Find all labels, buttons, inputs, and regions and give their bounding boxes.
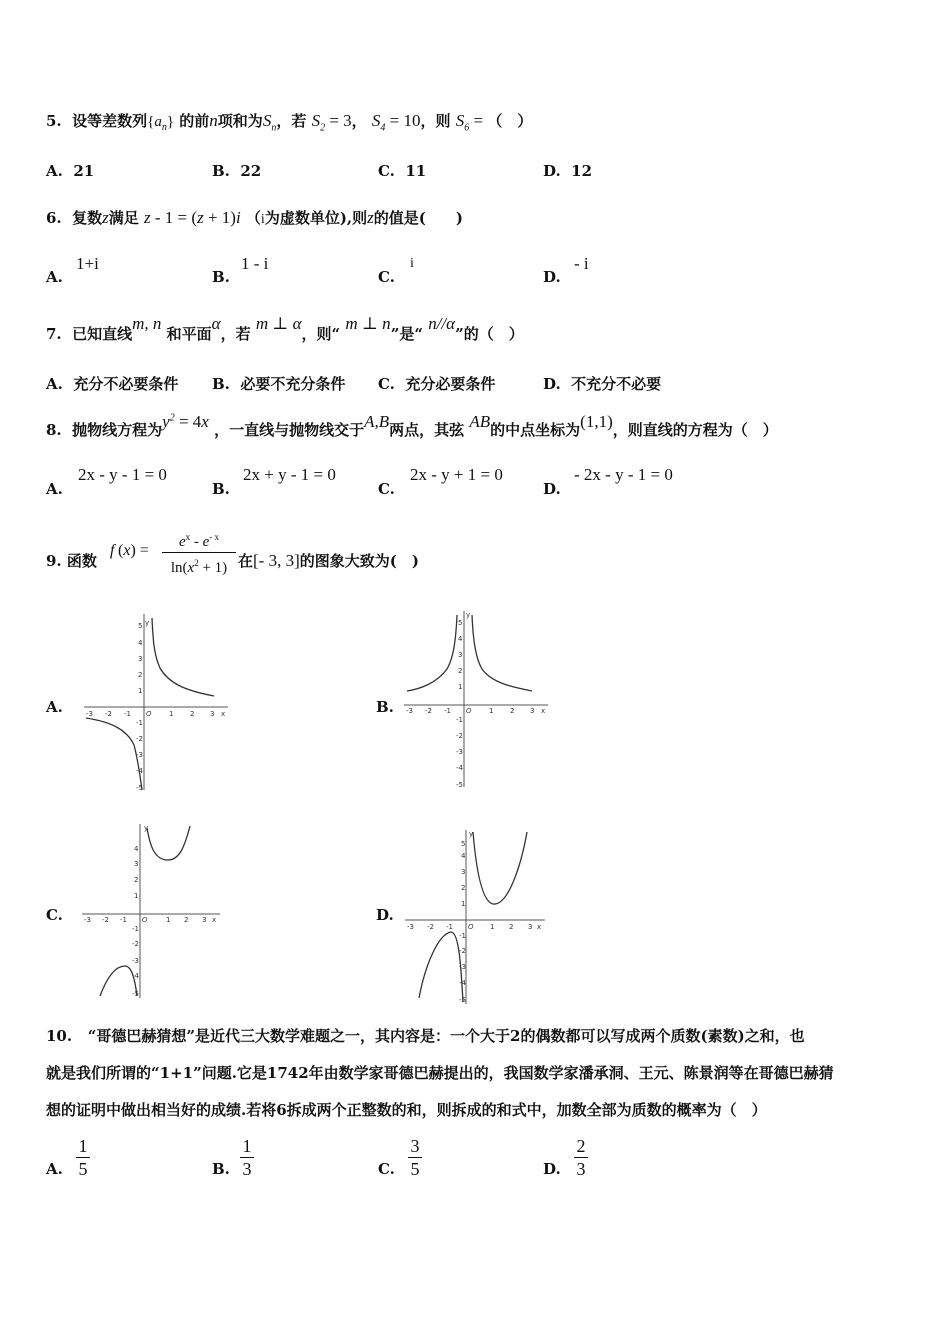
option-c-label[interactable]: C.	[378, 268, 395, 286]
svg-text:-1: -1	[459, 932, 466, 940]
option-a-label[interactable]: A.	[46, 480, 63, 498]
svg-text:-5: -5	[132, 990, 139, 998]
svg-text:-4: -4	[136, 767, 143, 775]
svg-text:-5: -5	[459, 996, 466, 1004]
svg-text:2: 2	[134, 876, 139, 884]
question-9-tail: 在[- 3, 3]的图象大致为( )	[238, 551, 419, 570]
svg-text:4: 4	[138, 639, 143, 647]
svg-text:y: y	[144, 824, 149, 832]
svg-text:1: 1	[489, 707, 494, 715]
option-d[interactable]: D. 12	[543, 162, 593, 180]
svg-text:x: x	[537, 923, 542, 931]
option-c-fraction[interactable]: 3 5	[408, 1136, 422, 1179]
svg-text:x: x	[212, 916, 217, 924]
option-c[interactable]: C. 11	[378, 162, 427, 180]
option-d-fraction[interactable]: 2 3	[574, 1136, 588, 1179]
svg-text:O: O	[142, 916, 148, 924]
svg-text:-1: -1	[446, 923, 453, 931]
svg-text:-4: -4	[459, 979, 466, 987]
option-a[interactable]: A. 充分不必要条件	[46, 375, 179, 393]
question-number: 5.	[46, 112, 62, 130]
svg-text:3: 3	[134, 860, 139, 868]
svg-text:1: 1	[461, 900, 466, 908]
graph-b[interactable]	[402, 607, 552, 792]
question-10-line3: 想的证明中做出相当好的成绩.若将6拆成两个正整数的和，则拆成的和式中，加数全部为质数的概率为（ ）	[46, 1101, 767, 1119]
svg-text:2: 2	[461, 884, 466, 892]
option-b-label[interactable]: B.	[212, 1160, 230, 1178]
svg-text:-2: -2	[105, 710, 112, 718]
svg-text:3: 3	[461, 868, 466, 876]
svg-text:-3: -3	[406, 707, 413, 715]
option-a-label[interactable]: A.	[46, 268, 63, 286]
option-b[interactable]: B. 22	[212, 162, 262, 180]
question-5-stem: 5. 设等差数列$\{a_n\}$ 的前n项和为$S_n$，若 $S_2 = 3$， $S_4 = 10$，则 $S_6$ = （ ）	[46, 111, 533, 134]
svg-text:3: 3	[530, 707, 535, 715]
option-c-value[interactable]: 2x - y + 1 = 0	[410, 465, 503, 484]
svg-text:-3: -3	[136, 751, 143, 759]
graph-b-label[interactable]: B.	[376, 698, 394, 716]
svg-text:1: 1	[490, 923, 495, 931]
svg-text:2: 2	[138, 671, 143, 679]
svg-text:y: y	[145, 619, 150, 627]
svg-text:4: 4	[134, 845, 139, 853]
svg-text:1: 1	[458, 683, 463, 691]
svg-text:3: 3	[458, 651, 463, 659]
svg-text:-2: -2	[425, 707, 432, 715]
option-a-fraction[interactable]: 1 5	[76, 1136, 90, 1179]
svg-text:-3: -3	[407, 923, 414, 931]
svg-text:-5: -5	[136, 784, 143, 792]
question-9-stem: 9. 函数	[46, 552, 97, 570]
svg-text:x: x	[221, 710, 226, 718]
svg-text:2: 2	[190, 710, 195, 718]
svg-text:3: 3	[202, 916, 207, 924]
option-b[interactable]: B. 必要不充分条件	[212, 375, 346, 393]
svg-text:-1: -1	[132, 925, 139, 933]
svg-text:2: 2	[458, 667, 463, 675]
svg-text:3: 3	[138, 655, 143, 663]
option-c-label[interactable]: C.	[378, 480, 395, 498]
option-d-label[interactable]: D.	[543, 268, 561, 286]
svg-text:1: 1	[169, 710, 174, 718]
option-c-value[interactable]: i	[410, 256, 414, 271]
option-b-value[interactable]: 1 - i	[241, 254, 269, 273]
svg-text:2: 2	[184, 916, 189, 924]
svg-text:-2: -2	[132, 940, 139, 948]
svg-text:5: 5	[461, 840, 466, 848]
graph-c[interactable]	[80, 820, 230, 1005]
option-d-label[interactable]: D.	[543, 480, 561, 498]
option-a-label[interactable]: A.	[46, 1160, 63, 1178]
svg-text:-2: -2	[136, 735, 143, 743]
graph-d-label[interactable]: D.	[376, 906, 394, 924]
graph-a[interactable]	[82, 610, 232, 795]
question-10-line1: 10. “哥德巴赫猜想”是近代三大数学难题之一，其内容是：一个大于2的偶数都可以写成两个质数(素数)之和，也	[46, 1027, 805, 1045]
option-d-value[interactable]: - i	[574, 254, 589, 273]
svg-text:-2: -2	[427, 923, 434, 931]
option-a-value[interactable]: 1+i	[76, 254, 99, 273]
graph-a-label[interactable]: A.	[46, 698, 63, 716]
option-d-label[interactable]: D.	[543, 1160, 561, 1178]
svg-text:5: 5	[458, 619, 463, 627]
question-10-line2: 就是我们所谓的“1+1”问题.它是1742年由数学家哥德巴赫提出的，我国数学家潘承洞、王元、陈景润等在哥德巴赫猜	[46, 1064, 834, 1082]
svg-text:5: 5	[138, 622, 143, 630]
svg-text:y: y	[469, 830, 474, 838]
graph-d[interactable]	[403, 826, 553, 1011]
svg-text:3: 3	[210, 710, 215, 718]
svg-text:4: 4	[458, 635, 463, 643]
question-7-stem: 7. 已知直线m, n 和平面α，若 m ⊥ α，则“ m ⊥ n”是“ n//α”的（ ）	[46, 314, 524, 343]
svg-text:-1: -1	[444, 707, 451, 715]
svg-text:-5: -5	[456, 781, 463, 789]
question-6-stem: 6. 复数z满足 z - 1 = (z + 1)i （i为虚数单位),则z的值是( )	[46, 208, 463, 227]
svg-text:-3: -3	[459, 963, 466, 971]
svg-text:x: x	[541, 707, 546, 715]
svg-text:1: 1	[138, 687, 143, 695]
svg-text:-4: -4	[132, 972, 139, 980]
option-a[interactable]: A. 21	[46, 162, 95, 180]
option-b-label[interactable]: B.	[212, 480, 230, 498]
option-a-value[interactable]: 2x - y - 1 = 0	[78, 465, 167, 484]
svg-text:-1: -1	[124, 710, 131, 718]
option-c-label[interactable]: C.	[378, 1160, 395, 1178]
svg-text:O: O	[466, 707, 472, 715]
svg-text:y: y	[466, 611, 471, 619]
question-8-stem: 8. 抛物线方程为$y^2 = 4x$ ，一直线与抛物线交于A,B两点，其弦 AB的中点坐标为(1,1)，则直线的方程为（ ）	[46, 412, 778, 439]
svg-text:-2: -2	[459, 947, 466, 955]
option-b-value[interactable]: 2x + y - 1 = 0	[243, 465, 336, 484]
svg-text:2: 2	[509, 923, 514, 931]
svg-text:-1: -1	[120, 916, 127, 924]
option-b-fraction[interactable]: 1 3	[240, 1136, 254, 1179]
svg-text:-2: -2	[456, 732, 463, 740]
svg-text:-3: -3	[456, 748, 463, 756]
graph-c-label[interactable]: C.	[46, 906, 63, 924]
svg-text:1: 1	[134, 892, 139, 900]
svg-text:-1: -1	[456, 716, 463, 724]
svg-text:-3: -3	[132, 957, 139, 965]
svg-text:3: 3	[528, 923, 533, 931]
svg-text:-4: -4	[456, 764, 463, 772]
option-d[interactable]: D. 不充分不必要	[543, 375, 662, 393]
option-c[interactable]: C. 充分必要条件	[378, 375, 496, 393]
svg-text:-3: -3	[84, 916, 91, 924]
svg-text:-2: -2	[102, 916, 109, 924]
svg-text:2: 2	[510, 707, 515, 715]
option-b-label[interactable]: B.	[212, 268, 230, 286]
svg-text:-1: -1	[136, 719, 143, 727]
svg-text:-3: -3	[86, 710, 93, 718]
option-d-value[interactable]: - 2x - y - 1 = 0	[574, 465, 673, 484]
svg-text:O: O	[468, 923, 474, 931]
svg-text:O: O	[146, 710, 152, 718]
svg-text:4: 4	[461, 852, 466, 860]
question-10-stem	[46, 1018, 908, 1129]
svg-text:1: 1	[166, 916, 171, 924]
